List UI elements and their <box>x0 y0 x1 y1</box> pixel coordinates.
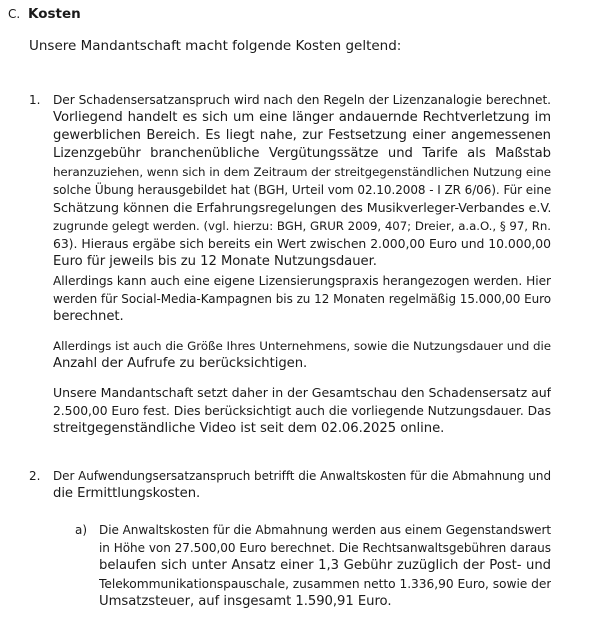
text-line: Unsere Mandantschaft setzt daher in der Gesamtschau den Schadensersatz auf <box>53 385 551 400</box>
text-line: belaufen sich unter Ansatz einer 1,3 Gebühr zuzüglich der Post- und <box>99 558 551 573</box>
item-number-1: 1. <box>29 93 41 107</box>
item-number-2: 2. <box>29 469 41 483</box>
section-title: Kosten <box>28 6 81 22</box>
section-heading <box>8 5 81 23</box>
text-line: Lizenzgebühr branchenübliche Vergütungssätze und Tarife als Maßstab <box>53 146 551 161</box>
item2-paragraph-1 <box>53 467 551 503</box>
text-line: Allerdings kann auch eine eigene Lizensierungspraxis herangezogen werden. Hier <box>53 274 551 288</box>
intro-text: Unsere Mandantschaft macht folgende Kosten geltend: <box>29 38 402 54</box>
item2-sub-a-paragraph <box>99 521 551 611</box>
text-line: Der Aufwendungsersatzanspruch betrifft die Anwaltskosten für die Abmahnung und <box>53 469 551 483</box>
text-line: heranzuziehen, wenn sich in dem Zeitraum der streitgegenständlichen Nutzung eine <box>53 165 551 179</box>
section-letter: C. <box>8 7 21 21</box>
text-line: Telekommunikationspauschale, zusammen netto 1.336,90 Euro, sowie der <box>99 577 551 591</box>
text-line: Euro für jeweils bis zu 12 Monate Nutzungsdauer. <box>53 254 377 269</box>
text-line: Der Schadensersatzanspruch wird nach den Regeln der Lizenzanalogie berechnet. <box>53 93 551 107</box>
item1-paragraph-4 <box>53 384 551 438</box>
text-line: 2.500,00 Euro fest. Dies berücksichtigt auch die vorliegende Nutzungsdauer. Das <box>53 404 551 418</box>
text-line: Die Anwaltskosten für die Abmahnung werden aus einem Gegenstandswert <box>99 523 551 537</box>
text-line: Umsatzsteuer, auf insgesamt 1.590,91 Euro. <box>99 594 392 609</box>
item1-paragraph-3 <box>53 337 551 373</box>
text-line: streitgegenständliche Video ist seit dem 02.06.2025 online. <box>53 421 445 436</box>
text-line: die Ermittlungskosten. <box>53 486 201 501</box>
text-line: zugrunde gelegt werden. (vgl. hierzu: BGH, GRUR 2009, 407; Dreier, a.a.O., § 97, Rn. <box>53 219 551 233</box>
sub-item-letter-a: a) <box>75 523 88 537</box>
text-line: Anzahl der Aufrufe zu berücksichtigen. <box>53 356 308 371</box>
item1-paragraph-2 <box>53 272 551 326</box>
text-line: Allerdings ist auch die Größe Ihres Unternehmens, sowie die Nutzungsdauer und die <box>53 339 551 353</box>
text-line: gewerblichen Bereich. Es liegt nahe, zur Festsetzung einer angemessenen <box>53 128 551 143</box>
text-line: werden für Social-Media-Kampagnen bis zu 12 Monaten regelmäßig 15.000,00 Euro <box>53 292 551 306</box>
text-line: 63). Hieraus ergäbe sich bereits ein Wert zwischen 2.000,00 Euro und 10.000,00 <box>53 236 551 251</box>
text-line: Schätzung können die Erfahrungsregelungen des Musikverleger-Verbandes e.V. <box>53 200 551 215</box>
text-line: solche Übung herausgebildet hat (BGH, Urteil vom 02.10.2008 - I ZR 6/06). Für eine <box>53 183 551 197</box>
text-line: in Höhe von 27.500,00 Euro berechnet. Die Rechtsanwaltsgebühren daraus <box>99 541 551 555</box>
item1-paragraph-1 <box>53 91 551 271</box>
text-line: Vorliegend handelt es sich um eine länger andauernde Rechtverletzung im <box>53 110 551 125</box>
text-line: berechnet. <box>53 309 124 324</box>
